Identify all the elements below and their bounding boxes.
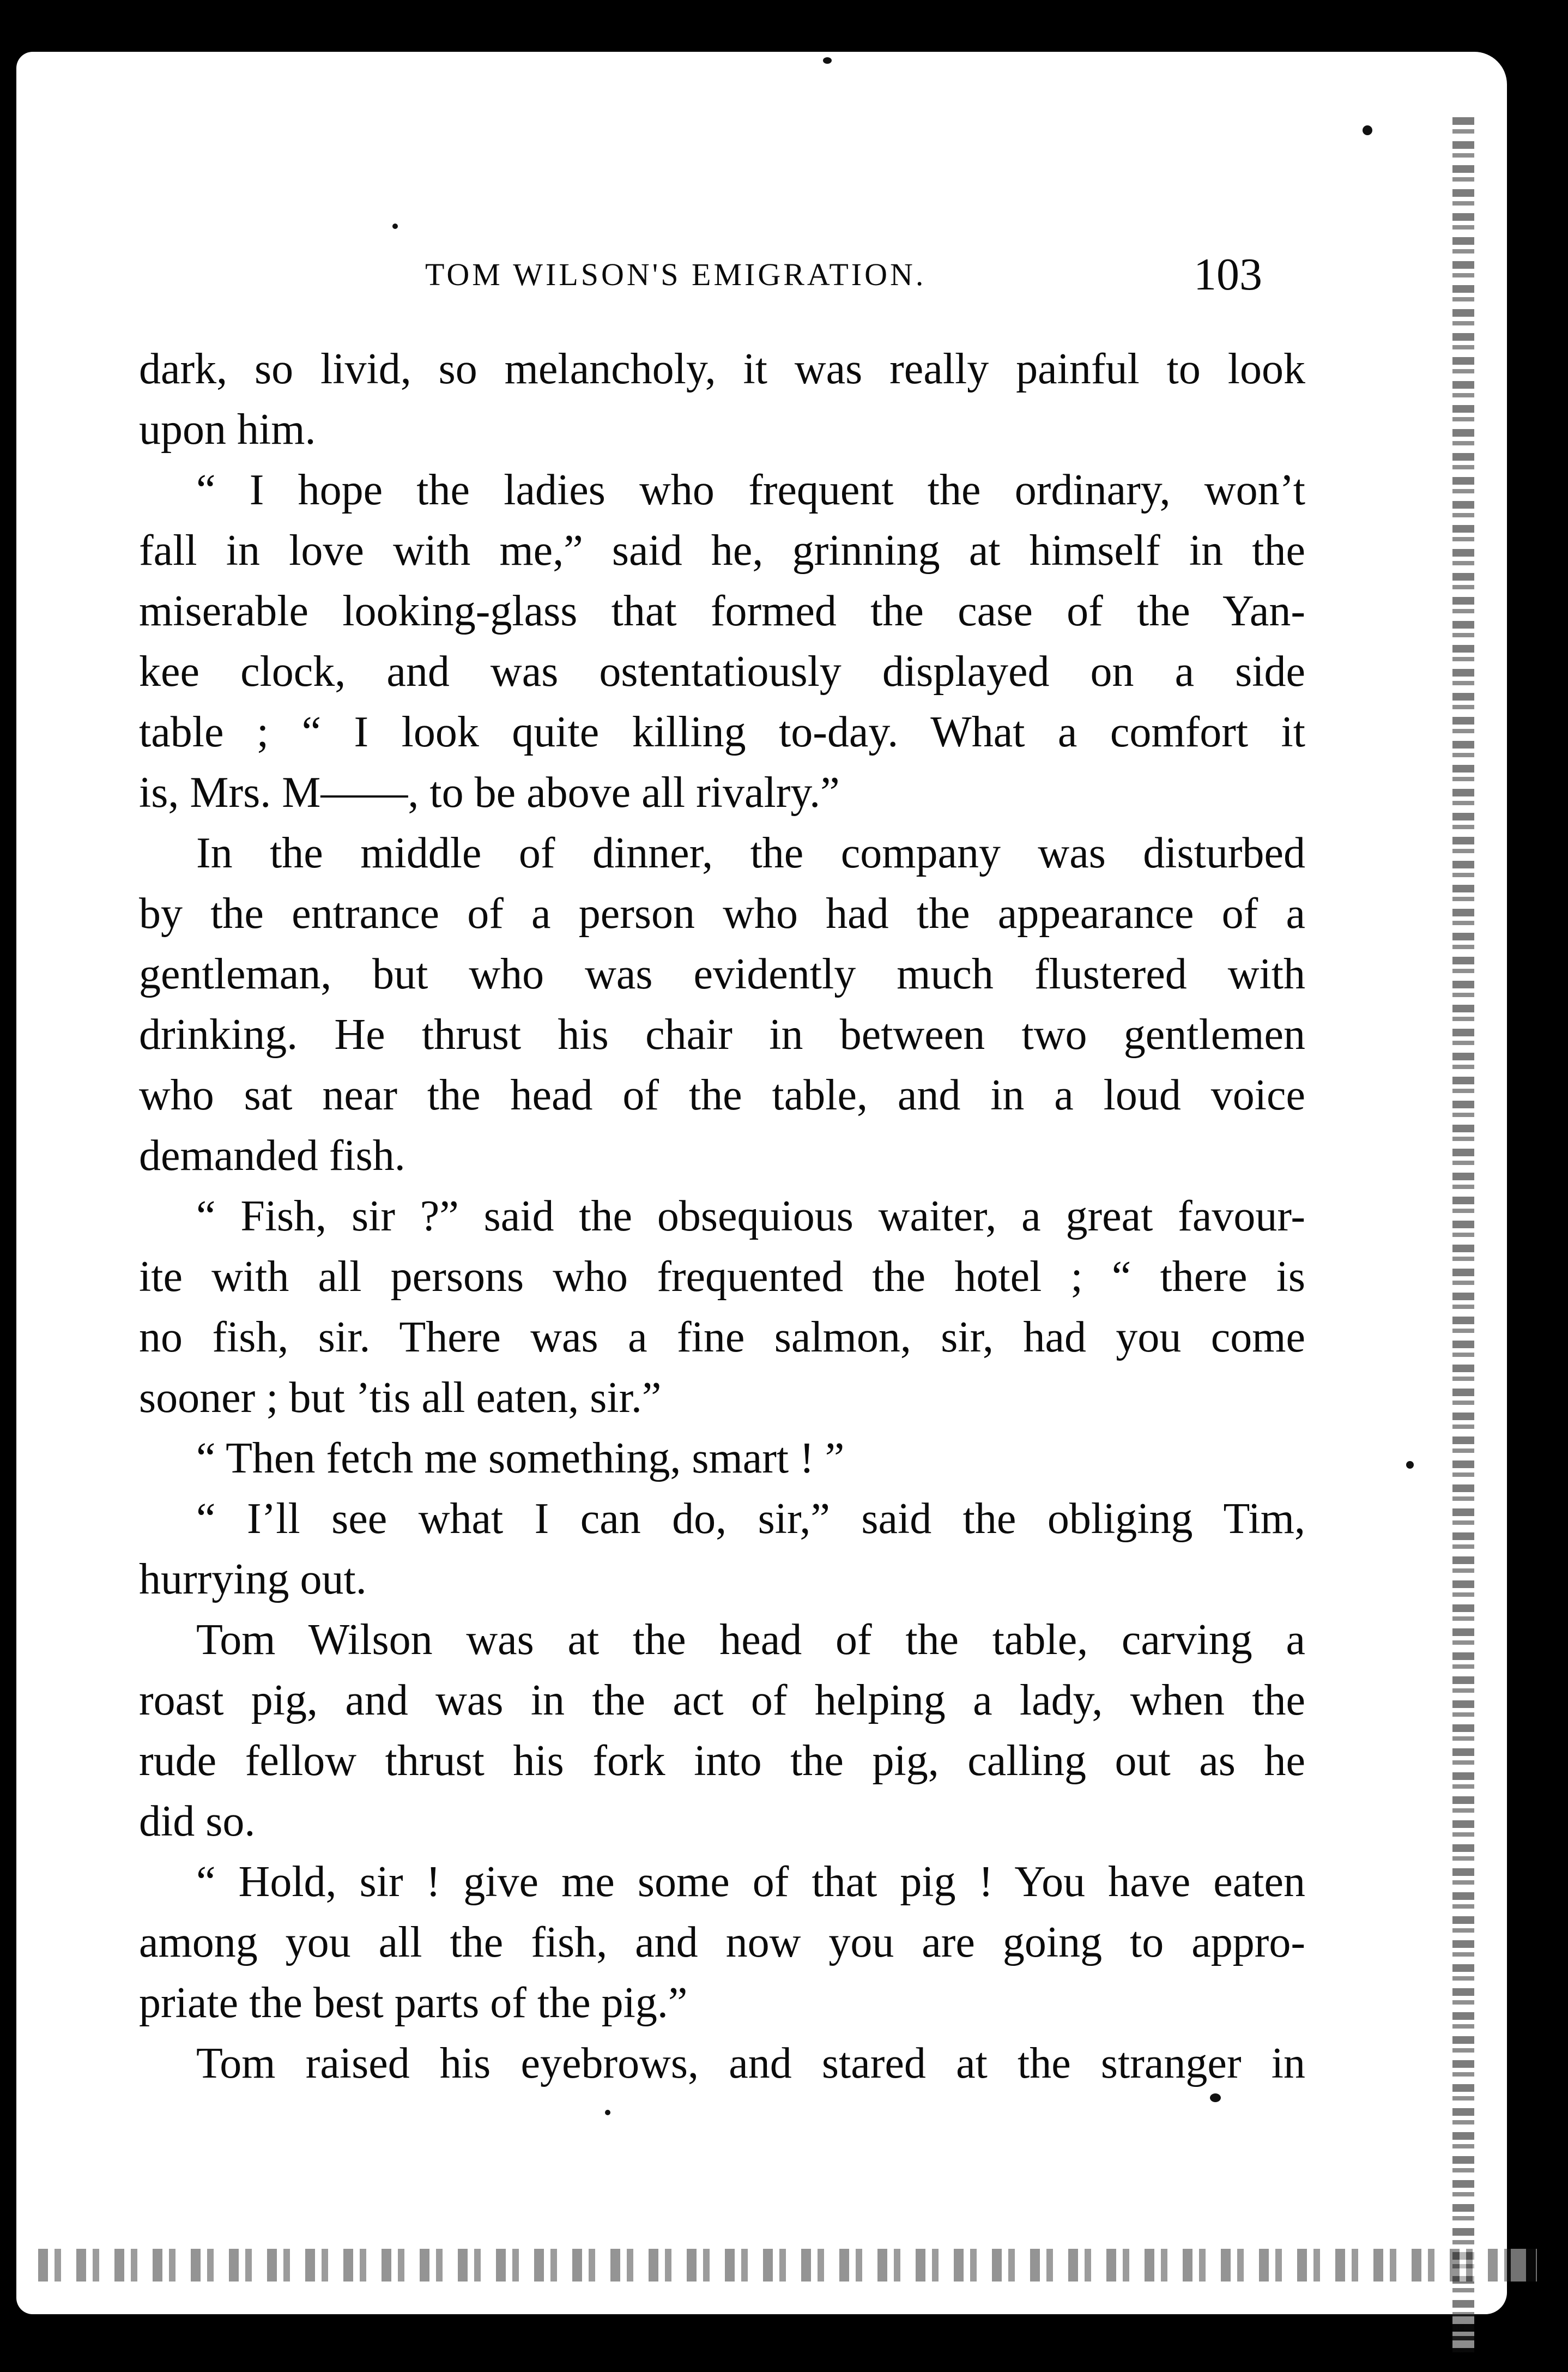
text-line: drinking. He thrust his chair in between two gentlemen	[139, 1011, 1305, 1059]
text-line: rude fellow thrust his fork into the pig, calling out as he	[139, 1737, 1305, 1785]
running-header: TOM WILSON'S EMIGRATION.	[425, 257, 927, 292]
text-line: “ Fish, sir ?” said the obsequious waiter, a great favour-	[196, 1192, 1305, 1240]
text-line: among you all the fish, and now you are going to appro-	[139, 1918, 1305, 1966]
text-line: is, Mrs. M——, to be above all rivalry.”	[139, 769, 840, 817]
text-line: demanded fish.	[139, 1132, 405, 1180]
page-number: 103	[1194, 249, 1262, 300]
text-line: “ Then fetch me something, smart ! ”	[196, 1434, 845, 1482]
text-line: table ; “ I look quite killing to-day. What a comfort it	[139, 708, 1305, 756]
scan-speck	[392, 224, 398, 229]
text-line: fall in love with me,” said he, grinning at himself in the	[139, 527, 1305, 575]
page-right-edge	[1452, 117, 1474, 2352]
scan-speck	[823, 57, 832, 64]
page-bottom-edge	[38, 2249, 1537, 2282]
scan-speck	[1363, 125, 1372, 135]
scan-speck	[605, 2110, 610, 2115]
text-line: ite with all persons who frequented the hotel ; “ there is	[139, 1253, 1305, 1301]
text-line: miserable looking-glass that formed the case of the Yan-	[139, 587, 1305, 635]
page-body-text	[139, 339, 1305, 2094]
text-line: kee clock, and was ostentatiously displayed on a side	[139, 648, 1305, 696]
text-line: “ Hold, sir ! give me some of that pig ! You have eaten	[196, 1858, 1305, 1906]
text-line: “ I’ll see what I can do, sir,” said the obliging Tim,	[196, 1495, 1305, 1543]
scan-speck	[1210, 2093, 1221, 2102]
scan-speck	[1406, 1461, 1414, 1469]
text-line: upon him.	[139, 406, 316, 454]
text-line: dark, so livid, so melancholy, it was really painful to look	[139, 345, 1305, 393]
text-line: Tom raised his eyebrows, and stared at the stranger in	[196, 2039, 1305, 2087]
text-line: Tom Wilson was at the head of the table, carving a	[196, 1616, 1305, 1664]
text-line: did so.	[139, 1797, 256, 1845]
text-line: sooner ; but ’tis all eaten, sir.”	[139, 1374, 662, 1422]
text-line: by the entrance of a person who had the appearance of a	[139, 890, 1305, 938]
text-line: In the middle of dinner, the company was disturbed	[196, 829, 1305, 877]
text-line: priate the best parts of the pig.”	[139, 1979, 688, 2027]
text-line: gentleman, but who was evidently much flustered with	[139, 950, 1305, 998]
text-line: no fish, sir. There was a fine salmon, sir, had you come	[139, 1313, 1305, 1361]
text-line: hurrying out.	[139, 1555, 367, 1603]
text-line: “ I hope the ladies who frequent the ordinary, won’t	[196, 466, 1305, 514]
text-line: who sat near the head of the table, and in a loud voice	[139, 1071, 1305, 1119]
text-line: roast pig, and was in the act of helping a lady, when the	[139, 1676, 1305, 1724]
